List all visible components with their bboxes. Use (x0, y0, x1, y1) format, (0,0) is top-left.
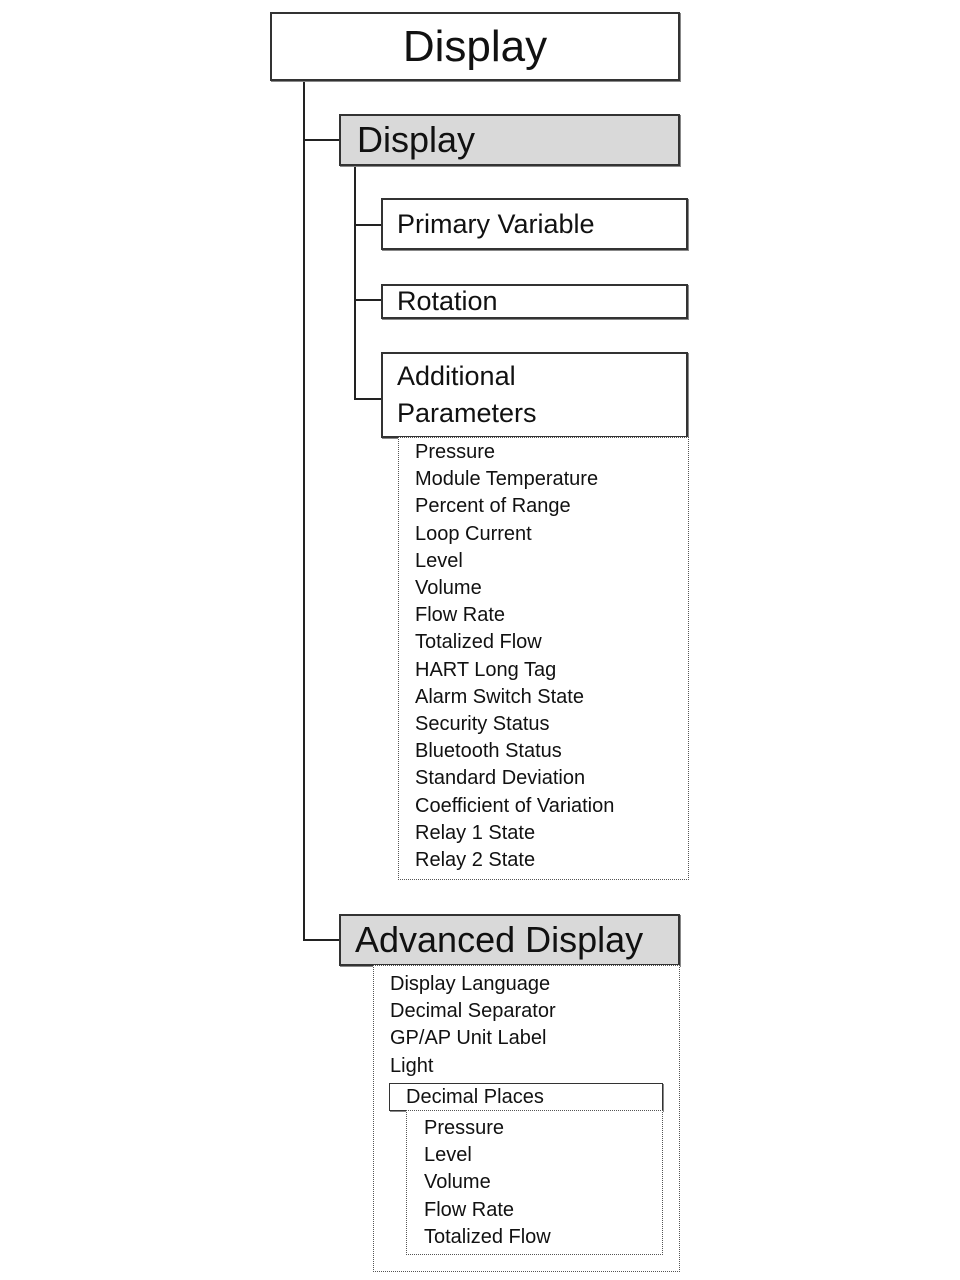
connector-to-additional-parameters (354, 398, 382, 400)
decimal-places-list-container (406, 1110, 663, 1255)
list-item: Decimal Separator (390, 1000, 556, 1023)
connector-root-to-advanced (303, 939, 339, 941)
connector-root-trunk (303, 80, 305, 941)
display-group-node (339, 114, 680, 166)
list-item: HART Long Tag (415, 658, 557, 681)
primary-variable-label: Primary Variable (397, 208, 595, 239)
list-item: Level (415, 549, 463, 572)
list-item: Pressure (415, 441, 496, 463)
advanced-display-node (339, 914, 680, 966)
list-item: GP/AP Unit Label (390, 1027, 547, 1050)
list-item: Display Language (390, 973, 551, 995)
additional-parameters-label-line2: Parameters (397, 398, 537, 428)
rotation-label: Rotation (397, 286, 498, 316)
additional-parameters-node (381, 352, 688, 438)
list-item: Bluetooth Status (415, 740, 562, 763)
list-item: Module Temperature (415, 468, 599, 491)
advanced-display-list (390, 971, 556, 1080)
list-item: Relay 2 State (415, 849, 536, 872)
additional-parameters-list (415, 439, 614, 874)
connector-root-to-display (303, 139, 339, 141)
list-item: Volume (415, 577, 482, 600)
list-item: Coefficient of Variation (415, 794, 615, 817)
root-node-display (270, 12, 680, 81)
additional-parameters-label-line1: Additional (397, 361, 516, 391)
list-item: Volume (424, 1171, 491, 1194)
connector-display-trunk (354, 165, 356, 400)
list-item: Loop Current (415, 522, 532, 545)
decimal-places-node (389, 1083, 663, 1111)
list-item: Standard Deviation (415, 767, 586, 790)
list-item: Pressure (424, 1117, 505, 1139)
list-item: Alarm Switch State (415, 685, 584, 708)
decimal-places-list (424, 1115, 551, 1251)
additional-parameters-list-container (398, 437, 689, 880)
primary-variable-node (381, 198, 688, 250)
list-item: Flow Rate (415, 604, 506, 627)
decimal-places-label: Decimal Places (406, 1085, 544, 1108)
advanced-display-label: Advanced Display (355, 919, 644, 960)
list-item: Totalized Flow (415, 631, 542, 654)
list-item: Security Status (415, 713, 550, 736)
display-group-label: Display (357, 119, 476, 160)
list-item: Level (424, 1144, 472, 1167)
root-node-label: Display (402, 21, 548, 71)
list-item: Relay 1 State (415, 821, 536, 844)
rotation-node (381, 284, 688, 319)
list-item: Totalized Flow (424, 1225, 551, 1248)
list-item: Percent of Range (415, 495, 571, 518)
connector-to-primary-variable (354, 224, 382, 226)
list-item: Light (390, 1054, 434, 1077)
connector-to-rotation (354, 299, 382, 301)
list-item: Flow Rate (424, 1198, 515, 1221)
